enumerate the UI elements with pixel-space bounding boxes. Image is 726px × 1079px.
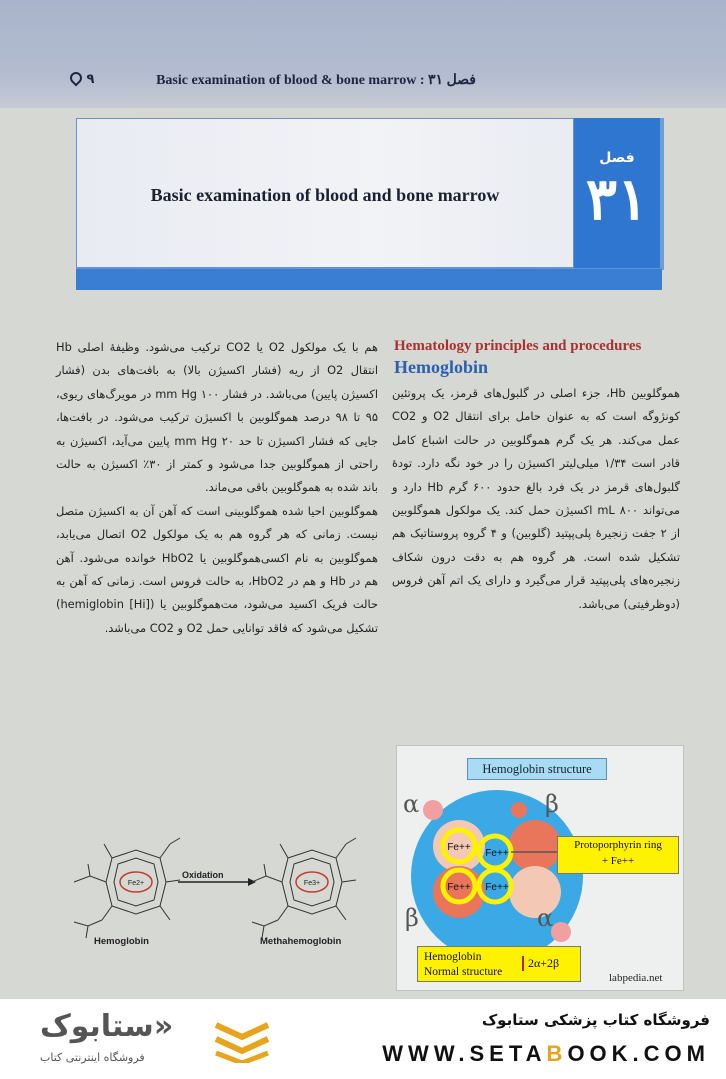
url-mid-2: OOK.COM [567,1041,710,1066]
store-footer [0,999,726,1079]
methemoglobin-label: Methahemoglobin [260,936,342,947]
left-paragraph-2: هموگلوبین احیا شده هموگلوبینی است که آهن آن به اکسیژن متصل نیست. زمانی که هر گروه هم به یک مولکول O2 اتصال می‌یابد، هموگلوبین به نام اکسی‌هموگلوبین یا HbO2 خوانده می‌شود. آهن هم در Hb و هم در HbO2، به حالت فروس است. زمانی که آهن به حالت فریک اکسید می‌شود، مت‌هموگلوبین یا (hemiglobin [Hi]) تشکیل می‌شود که فاقد توانایی حمل O2 و CO2 می‌باشد. [56,503,379,635]
banner-bar [76,268,662,290]
left-column [56,336,378,640]
url-prefix: WWW. [382,1041,470,1066]
alpha-label-bottom: α [537,904,554,932]
chapter-banner [76,118,574,268]
chapter-number-box [574,118,660,270]
methemoglobin-center-label: Fe3+ [303,880,321,887]
right-paragraph: هموگلوبین Hb، جزء اصلی در گلبول‌های قرمز، یک پروتئین کونژوگه است که به عنوان حامل برای انتقال O2 و CO2 عمل می‌کند. هر یک گرم هموگلوبین در حالت اشباع کامل قادر است ۱/۳۴ میلی‌لیتر اکسیژن را در خود نگه دارد. تودهٔ گلبول‌های قرمز در یک فرد بالغ حدود ۶۰۰ گرم Hb دارد و می‌تواند ۸۰۰ mL اکسیژن حمل کند. یک مولکول هموگلوبین از ۲ جفت زنجیرهٔ پلی‌پپتید (گلوبین) و ۴ گروه پروستاتیک هم تشکیل شده است. هر گروه هم به دقت درون شکاف زنجیره‌های پلی‌پپتید قرار می‌گیرد و دارای یک اتم آهن فروس (دوظرفیتی) می‌باشد. [392,386,680,611]
store-logo-subtitle: فروشگاه اینترنتی کتاب [40,1051,145,1064]
fe-label-3: Fe++ [447,882,471,893]
right-column [392,382,680,616]
subunit-top-right [509,820,561,872]
url-mid-1: SETA [469,1041,547,1066]
figure-credit: labpedia.net [609,972,663,984]
globin-bump-3 [511,802,527,818]
url-accent: B [546,1041,568,1066]
oxidation-figure [52,836,382,956]
pin-icon [68,70,85,87]
chevron-logo-icon [212,1019,272,1063]
globin-bump-2 [551,922,571,942]
page-number-value: ۹ [86,72,95,87]
methemoglobin-molecule [252,838,356,938]
chapter-edge [660,118,664,270]
fe-label-1: Fe++ [447,842,471,853]
store-url[interactable] [382,1041,710,1067]
beta-label-bottom: β [405,904,419,932]
alpha-label-top: α [403,790,420,818]
figure-title: Hemoglobin structure [467,758,607,780]
normal-structure-callout [417,946,581,982]
store-logo[interactable]: ستابوک» [40,1009,174,1044]
chapter-title: Basic examination of blood and bone marrow [150,185,500,205]
oxidation-label: Oxidation [182,870,224,880]
protoporphyrin-callout [557,836,679,874]
section-subheading: Hemoglobin [394,357,489,377]
page-number [66,72,94,87]
section-heading: Hematology principles and procedures [394,338,642,354]
proto-line-2: + Fe++ [601,855,635,867]
chapter-number: ۳۱ [585,165,649,233]
chapter-label: فصل [599,150,635,166]
hemoglobin-structure-figure [396,745,684,991]
hemoglobin-center-label: Fe2+ [127,880,145,887]
hemoglobin-label: Hemoglobin [94,936,149,947]
subunit-formula: 2α+2β [522,956,559,971]
fe-label-4: Fe++ [485,882,509,893]
normal-line-1: Hemoglobin [424,951,482,963]
normal-line-2: Normal structure [424,966,503,978]
running-title: Basic examination of blood & bone marrow : ۳۱ فصل [156,73,476,88]
beta-label-top: β [545,790,559,818]
left-paragraph-1: هم با یک مولکول O2 یا CO2 ترکیب می‌شود. وظیفهٔ اصلی Hb انتقال O2 از ریه (فشار اکسیژن بالا) به بافت‌های بدن (فشار اکسیژن پایین) می‌باشد. در فشار ۱۰۰ mm Hg در مویرگ‌های ریوی، ۹۵ تا ۹۸ درصد هموگلوبین با اکسیژن ترکیب می‌شود. در بافت‌ها، جایی که فشار اکسیژن تا حد ۲۰ mm Hg پایین می‌آید، اکسیژن به راحتی از هموگلوبین جدا می‌شود و کمتر از ۳۰٪ اکسیژن به حالت باند شده به هموگلوبین باقی می‌ماند. [56,340,379,495]
proto-line-1: Protoporphyrin ring [574,839,662,851]
fe-label-2: Fe++ [485,848,509,859]
hemoglobin-molecule [74,838,180,938]
header-strip [0,0,726,108]
store-title: فروشگاه کتاب پزشکی ستابوک [481,1011,710,1029]
globin-bump-1 [423,800,443,820]
